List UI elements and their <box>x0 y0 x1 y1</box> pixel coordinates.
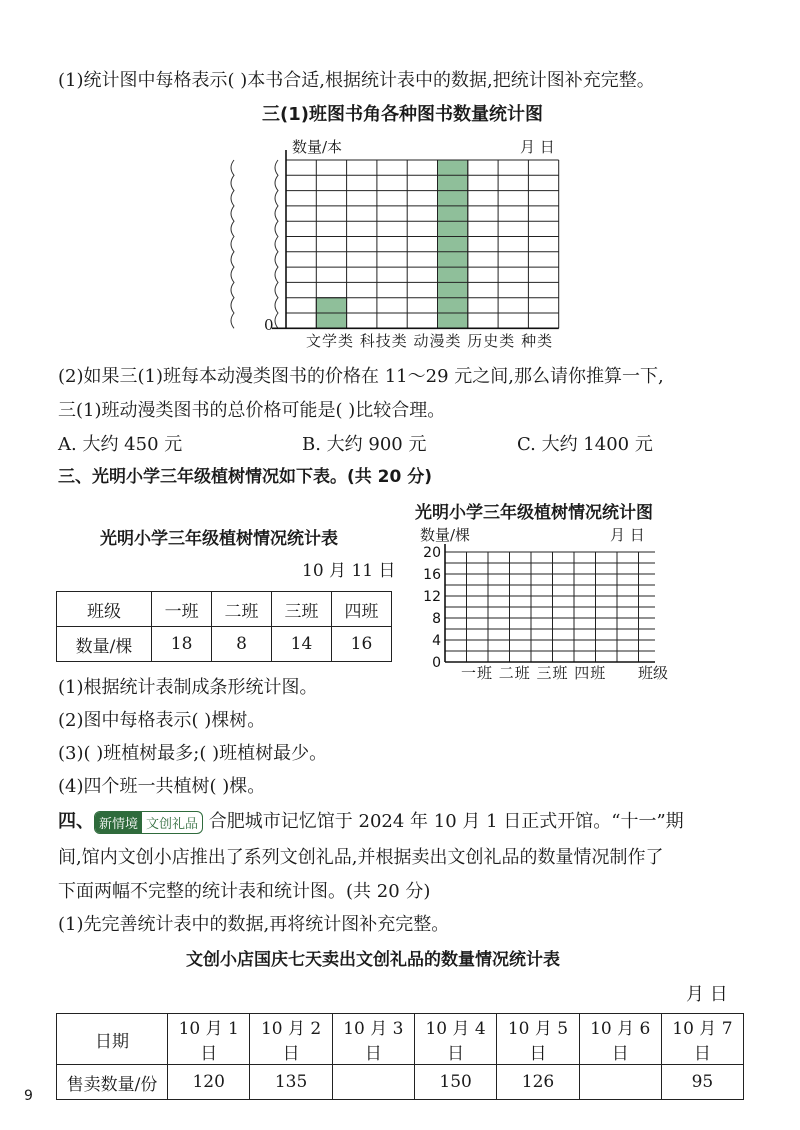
chart-2-categories: 一班 二班 三班 四班 <box>461 664 607 682</box>
chart-1-ylabel: 数量/本 <box>292 138 343 156</box>
chart-1-title: 三(1)班图书角各种图书数量统计图 <box>262 104 543 125</box>
bar-动漫类 <box>438 160 468 328</box>
question-1-2-line2: 三(1)班动漫类图书的总价格可能是( )比较合理。 <box>58 400 446 421</box>
sales-value-cell: 120 <box>168 1065 250 1100</box>
option-c[interactable]: C. 大约 1400 元 <box>517 434 653 455</box>
book-bar-chart <box>220 150 570 335</box>
planting-value-cell: 14 <box>271 627 331 662</box>
table-3-date: 10 月 11 日 <box>302 561 396 581</box>
sales-header-cell: 10 月 3 日 <box>332 1014 414 1065</box>
y-tick-label: 4 <box>432 633 441 649</box>
section-4-line2: 间,馆内文创小店推出了系列文创礼品,并根据卖出文创礼品的数量情况制作了 <box>58 847 664 868</box>
question-3-4: (4)四个班一共植树( )棵。 <box>58 776 266 797</box>
chart-2-xlabel: 班级 <box>638 664 669 682</box>
planting-value-cell: 16 <box>331 627 391 662</box>
new-context-tag <box>94 811 203 834</box>
planting-header-cell: 二班 <box>212 592 272 627</box>
planting-value-cell: 18 <box>152 627 212 662</box>
sales-header-cell: 10 月 5 日 <box>497 1014 579 1065</box>
axis-break-mark <box>275 160 278 328</box>
question-3-2: (2)图中每格表示( )棵树。 <box>58 710 266 731</box>
chart-1-zero: 0 <box>264 316 274 334</box>
sales-value-cell: 95 <box>661 1065 743 1100</box>
sales-header-cell: 10 月 6 日 <box>579 1014 661 1065</box>
sales-value-cell[interactable] <box>332 1065 414 1100</box>
section-4-number: 四、 <box>58 811 94 832</box>
sales-header-cell: 10 月 2 日 <box>250 1014 332 1065</box>
question-3-1: (1)根据统计表制成条形统计图。 <box>58 677 318 698</box>
tag-cultural-gifts: 文创礼品 <box>146 816 199 832</box>
sales-value-cell: 126 <box>497 1065 579 1100</box>
option-a[interactable]: A. 大约 450 元 <box>58 434 183 455</box>
tag-new-context: 新情境 <box>95 812 142 833</box>
y-tick-label: 20 <box>423 545 441 561</box>
planting-header-cell: 三班 <box>271 592 331 627</box>
sales-table <box>56 1013 744 1100</box>
table-4-date: 月 日 <box>686 984 728 1005</box>
question-4-1: (1)先完善统计表中的数据,再将统计图补充完整。 <box>58 914 450 935</box>
axis-break-mark <box>231 160 234 328</box>
page-number: 9 <box>24 1088 33 1104</box>
table-3-title: 光明小学三年级植树情况统计表 <box>100 529 338 549</box>
sales-value-cell: 135 <box>250 1065 332 1100</box>
y-tick-label: 16 <box>423 567 441 583</box>
sales-header-cell: 10 月 1 日 <box>168 1014 250 1065</box>
planting-bar-chart <box>415 542 655 672</box>
y-tick-label: 12 <box>423 589 441 605</box>
section-4-line1 <box>58 807 684 834</box>
y-tick-label: 8 <box>432 611 441 627</box>
sales-header-cell: 10 月 7 日 <box>661 1014 743 1065</box>
sales-value-cell: 售卖数量/份 <box>57 1065 168 1100</box>
sales-value-cell[interactable] <box>579 1065 661 1100</box>
planting-table <box>56 591 392 662</box>
question-1-2-line1: (2)如果三(1)班每本动漫类图书的价格在 11～29 元之间,那么请你推算一下, <box>58 366 664 387</box>
question-3-3: (3)( )班植树最多;( )班植树最少。 <box>58 743 328 764</box>
planting-value-cell: 数量/棵 <box>57 627 152 662</box>
chart-1-categories: 文学类 科技类 动漫类 历史类 种类 <box>306 332 554 350</box>
chart-2-title: 光明小学三年级植树情况统计图 <box>415 503 653 523</box>
chart-2-ylabel: 数量/棵 <box>420 526 471 544</box>
section-3-heading: 三、光明小学三年级植树情况如下表。(共 20 分) <box>58 467 433 487</box>
question-1-1: (1)统计图中每格表示( )本书合适,根据统计表中的数据,把统计图补充完整。 <box>58 70 655 91</box>
sales-header-cell: 日期 <box>57 1014 168 1065</box>
section-4-line3: 下面两幅不完整的统计表和统计图。(共 20 分) <box>58 881 431 902</box>
sales-header-cell: 10 月 4 日 <box>414 1014 496 1065</box>
chart-2-date: 月 日 <box>610 526 645 544</box>
sales-value-cell: 150 <box>414 1065 496 1100</box>
planting-header-cell: 班级 <box>57 592 152 627</box>
section-4-text-1: 合肥城市记忆馆于 2024 年 10 月 1 日正式开馆。“十一”期 <box>208 811 684 832</box>
planting-header-cell: 四班 <box>331 592 391 627</box>
chart-1-date: 月 日 <box>520 138 555 156</box>
table-4-title: 文创小店国庆七天卖出文创礼品的数量情况统计表 <box>186 950 560 970</box>
planting-value-cell: 8 <box>212 627 272 662</box>
planting-header-cell: 一班 <box>152 592 212 627</box>
y-tick-label: 0 <box>432 655 441 671</box>
option-b[interactable]: B. 大约 900 元 <box>302 434 427 455</box>
